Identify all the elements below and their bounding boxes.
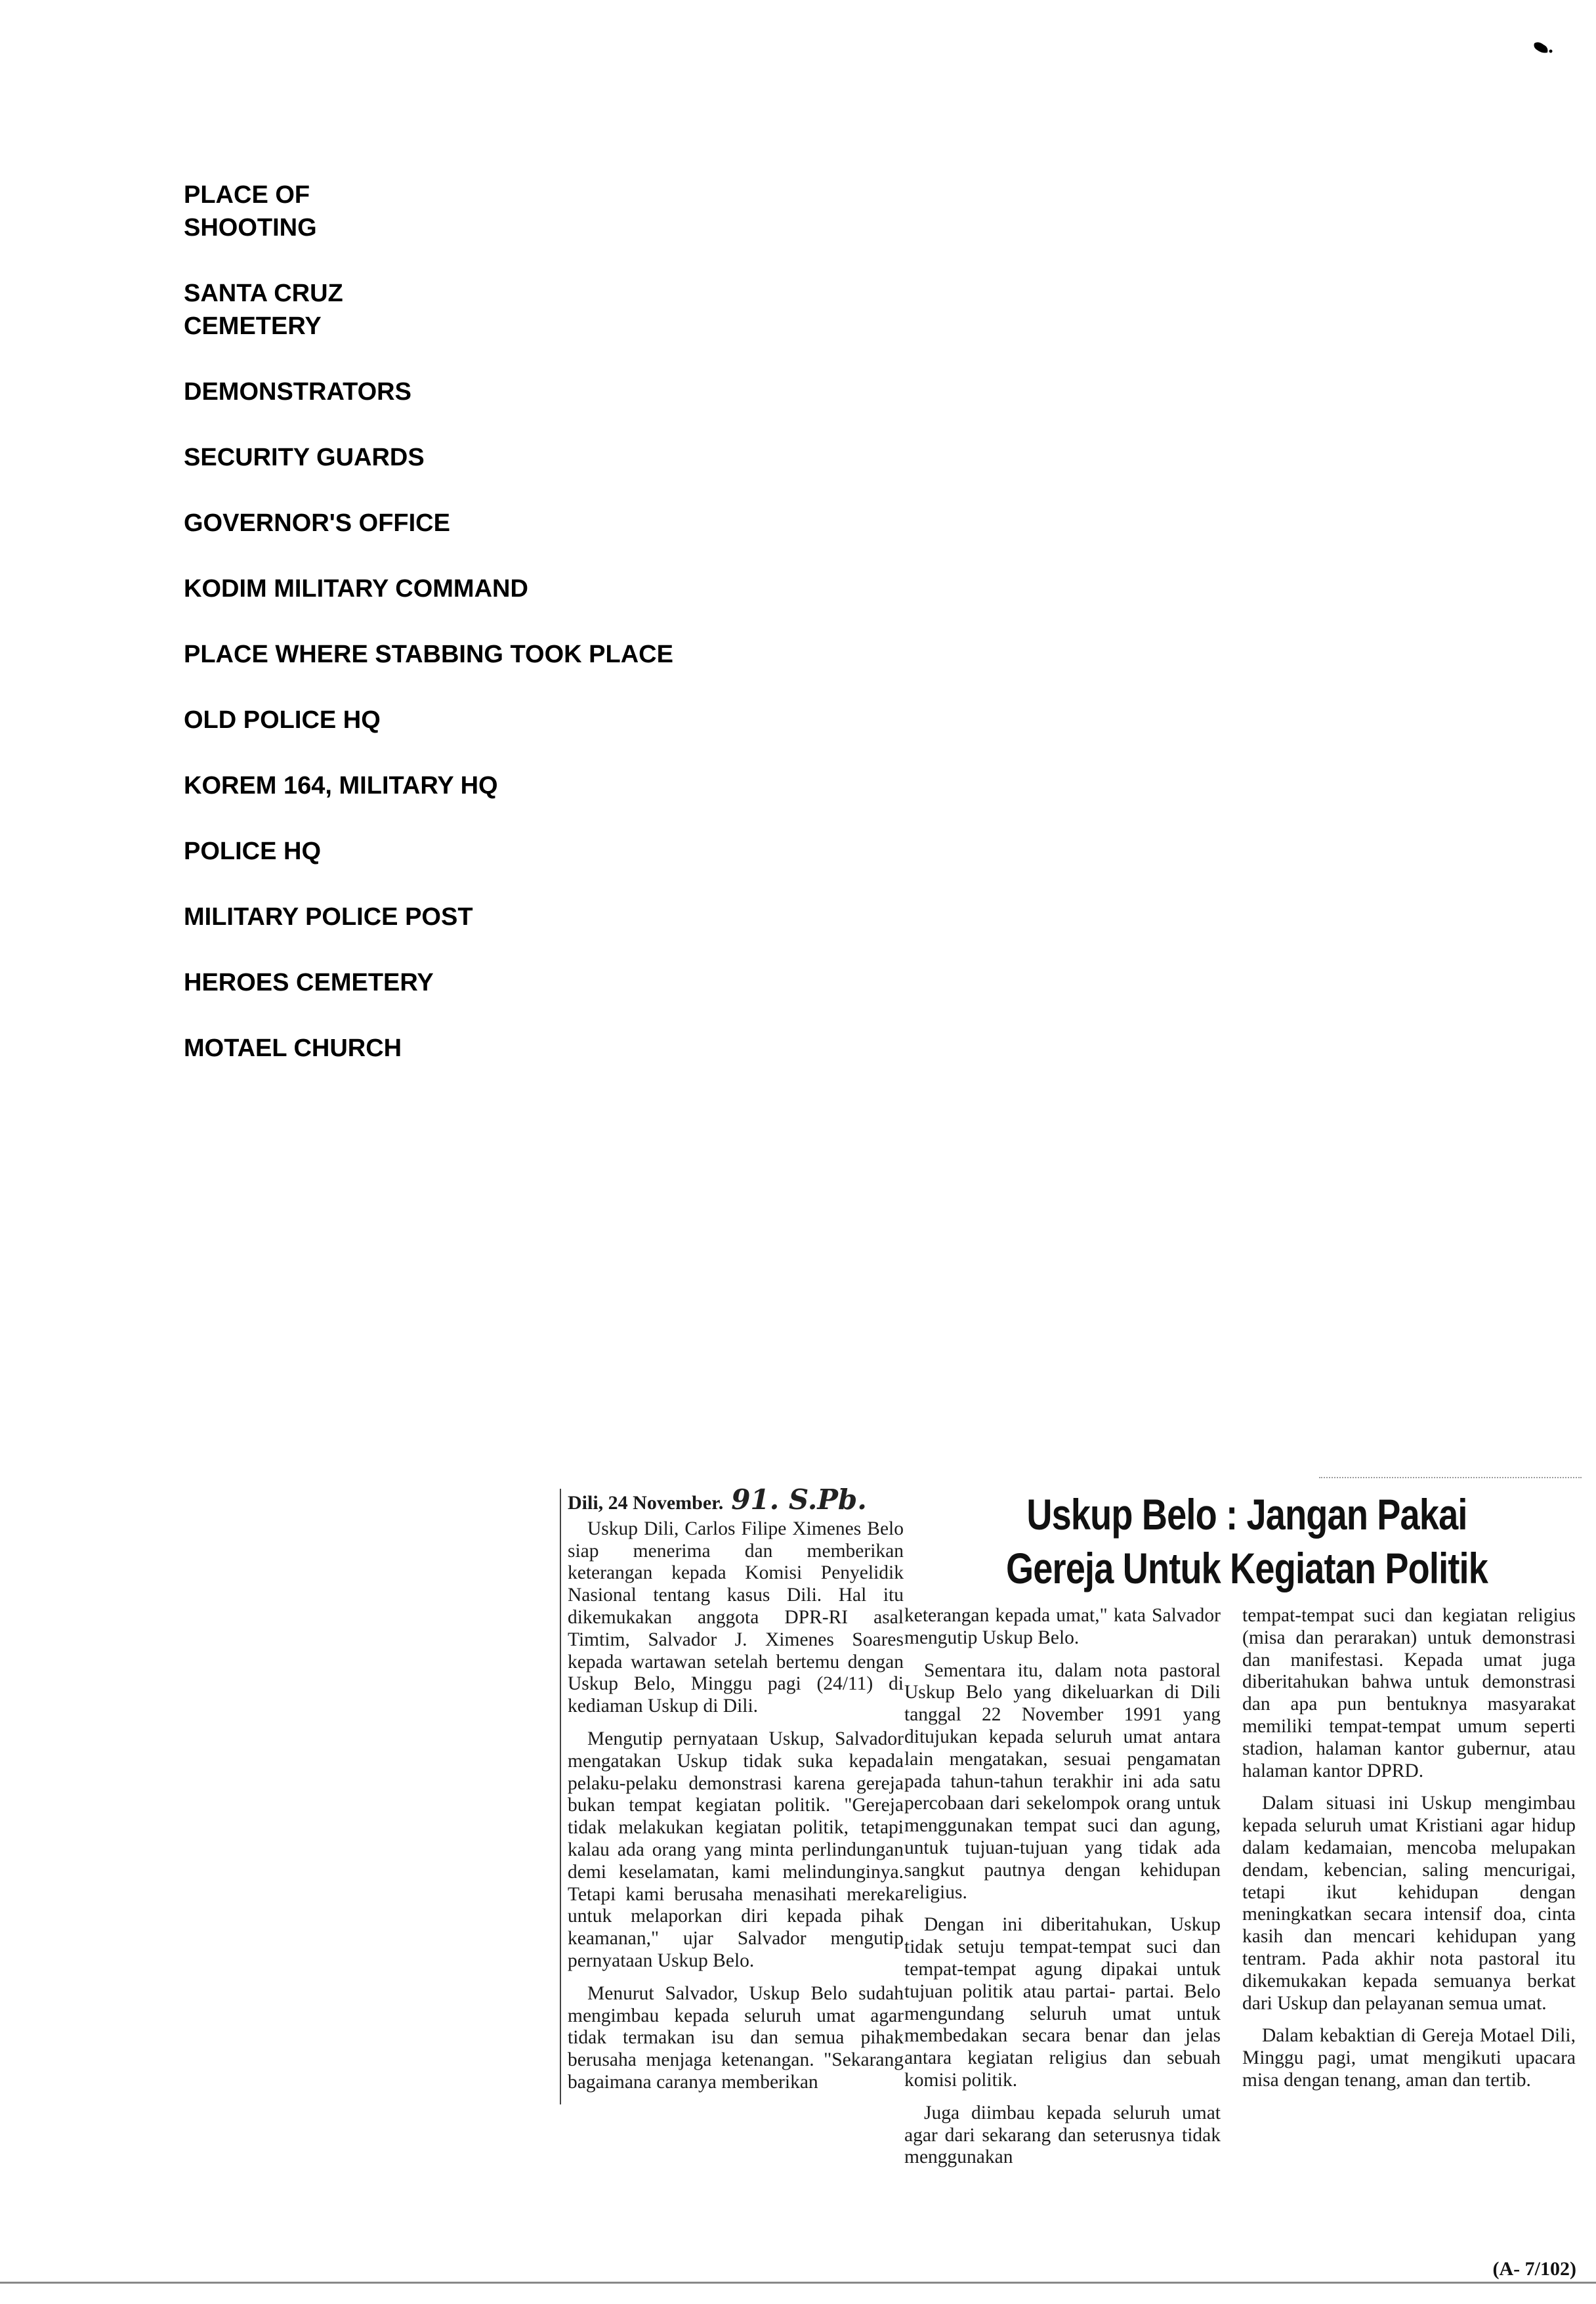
map-legend bbox=[184, 179, 840, 1065]
article-column-1 bbox=[560, 1483, 904, 2104]
legend-police-hq: POLICE HQ bbox=[184, 838, 322, 865]
paragraph: Uskup Dili, Carlos Filipe Ximenes Belo siap menerima dan memberikan keterangan kepada Komisi Penyelidik Nasional tentang kasus Dili. Hal itu dikemukakan anggota DPR-RI asal Timtim, Salvador J. Ximenes Soares kepada wartawan setelah bertemu dengan Uskup Belo, Minggu pagi (24/11) di kediaman Uskup di Dili. bbox=[568, 1518, 904, 1717]
article-headline: Uskup Belo : Jangan Pakai Gereja Untuk Kegiatan Politik bbox=[1005, 1490, 1488, 1592]
legend-stabbing-place: PLACE WHERE STABBING TOOK PLACE bbox=[184, 641, 673, 668]
paragraph: keterangan kepada umat," kata Salvador mengutip Uskup Belo. bbox=[904, 1605, 1221, 1648]
paragraph: Dengan ini diberitahukan, Uskup tidak setuju tempat-tempat suci dan tempat-tempat agung dipakai untuk tujuan politik atau partai- partai. Belo mengundang seluruh umat untuk membedakan secara benar dan jelas antara kegiatan religius dan sebuah komisi politik. bbox=[904, 1914, 1221, 2091]
handwritten-note: 91. S.Pb. bbox=[731, 1483, 867, 1516]
page-bottom-rule bbox=[0, 2282, 1596, 2284]
paragraph: Dalam kebaktian di Gereja Motael Dili, Minggu pagi, umat mengikuti upacara misa dengan tenang, aman dan tertib. bbox=[1242, 2025, 1576, 2091]
legend-heroes-cemetery: HEROES CEMETERY bbox=[184, 969, 434, 996]
paragraph: tempat-tempat suci dan kegiatan religius (misa dan perarakan) untuk demonstrasi dan manifestasi. Kepada umat juga diberitahukan bahwa untuk demonstrasi dan apa pun bentuknya masyarakat memiliki tempat-tempat umum seperti stadion, halaman kantor gubernur, atau halaman kantor DPRD. bbox=[1242, 1605, 1576, 1781]
legend-demonstrators: DEMONSTRATORS bbox=[184, 378, 411, 406]
legend-governors-office: GOVERNOR'S OFFICE bbox=[184, 509, 450, 537]
source-code: (A- 7/102) bbox=[1492, 2258, 1576, 2280]
paragraph: Mengutip pernyataan Uskup, Salvador mengatakan Uskup tidak suka kepada pelaku-pelaku demonstrasi karena gereja bukan tempat kegiatan politik. "Gereja tidak melakukan kegiatan politik, tetapi kalau ada orang yang minta perlindungan demi keselamatan, kami melindunginya. Tetapi kami berusaha menasihati mereka untuk melaporkan diri kepada pihak keamanan," ujar Salvador mengutip pernyataan Uskup Belo. bbox=[568, 1728, 904, 1971]
paragraph: Juga diimbau kepada seluruh umat agar dari sekarang dan seterusnya tidak menggunakan bbox=[904, 2102, 1221, 2168]
article-column-2 bbox=[904, 1605, 1221, 2179]
newspaper-clipping bbox=[545, 1477, 1582, 2291]
article-column-3 bbox=[1242, 1605, 1576, 2102]
paragraph: Sementara itu, dalam nota pastoral Uskup Belo yang dikeluarkan di Dili tanggal 22 November 1991 yang ditujukan kepada seluruh umat antara lain mengatakan, sesuai pengamatan pada tahun-tahun terakhir ini ada satu percobaan dari sekelompok orang untuk menggunakan tempat suci dan agung, untuk tujuan-tujuan yang tidak ada sangkut pautnya dengan kehidupan religius. bbox=[904, 1659, 1221, 1903]
legend-place-of-shooting: PLACE OF SHOOTING bbox=[184, 181, 317, 242]
paragraph: Menurut Salvador, Uskup Belo sudah mengimbau kepada seluruh umat agar tidak termakan isu dan semua pihak berusaha menjaga ketenangan. "Sekarang bagaimana caranya memberikan bbox=[568, 1982, 904, 2093]
paragraph: Dalam situasi ini Uskup mengimbau kepada seluruh umat Kristiani agar hidup dalam kedamaian, mencoba melupakan dendam, kebencian, saling mencurigai, tetapi ikut kehidupan dengan meningkatkan secara intensif doa, cinta kasih dan mencari kehidupan yang tentram. Pada akhir nota pastoral itu dikemukakan kepada semuanya berkat dari Uskup dan pelayanan semua umat. bbox=[1242, 1793, 1576, 2014]
legend-kodim-military-command: KODIM MILITARY COMMAND bbox=[184, 575, 528, 603]
legend-security-guards: SECURITY GUARDS bbox=[184, 444, 425, 471]
legend-santa-cruz-cemetery: SANTA CRUZ CEMETERY bbox=[184, 280, 343, 340]
ink-mark-icon bbox=[1533, 41, 1553, 55]
legend-motael-church: MOTAEL CHURCH bbox=[184, 1035, 402, 1062]
legend-korem-164: KOREM 164, MILITARY HQ bbox=[184, 772, 498, 800]
article-dateline bbox=[568, 1483, 904, 1516]
dateline-text: Dili, 24 November. bbox=[568, 1492, 724, 1514]
legend-military-police-post: MILITARY POLICE POST bbox=[184, 903, 473, 931]
clipping-top-rule bbox=[1319, 1477, 1582, 1478]
legend-old-police-hq: OLD POLICE HQ bbox=[184, 706, 381, 734]
